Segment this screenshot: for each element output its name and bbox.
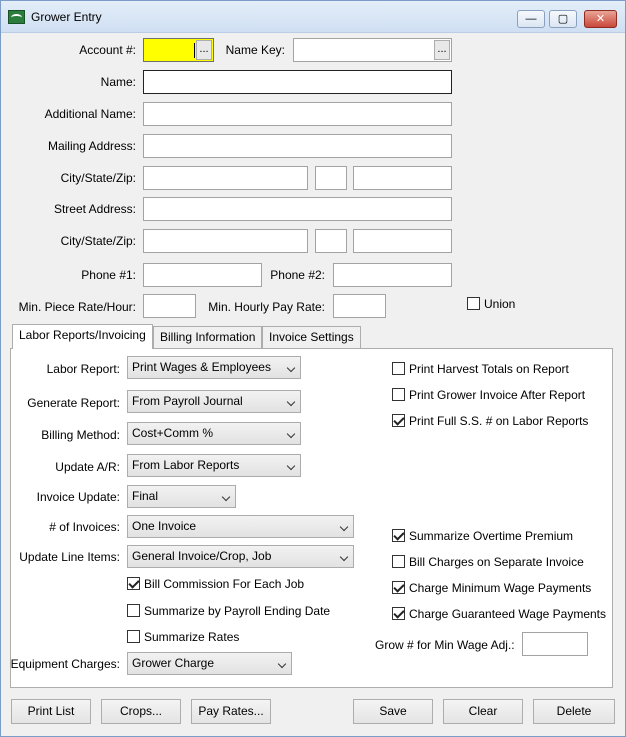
labor-report-value: Print Wages & Employees	[132, 360, 271, 374]
chevron-down-icon	[340, 553, 348, 561]
name-key-label: Name Key:	[225, 43, 285, 57]
phone1-input[interactable]	[143, 263, 262, 287]
summarize-payroll-label: Summarize by Payroll Ending Date	[144, 604, 331, 618]
street-address-label: Street Address:	[53, 202, 136, 216]
print-harvest-label: Print Harvest Totals on Report	[409, 362, 569, 376]
name-label: Name:	[100, 75, 136, 89]
tab-invoice-settings[interactable]: Invoice Settings	[262, 326, 361, 348]
bill-charges-separate-checkbox[interactable]	[392, 555, 584, 569]
street-address-input[interactable]	[143, 197, 452, 221]
chevron-down-icon	[287, 364, 295, 372]
summarize-overtime-checkbox-box[interactable]	[392, 529, 405, 542]
additional-name-label: Additional Name:	[44, 107, 136, 121]
union-label: Union	[484, 297, 516, 311]
print-grower-invoice-checkbox[interactable]	[392, 388, 585, 402]
charge-guaranteed-checkbox-box[interactable]	[392, 607, 405, 620]
tab-billing-information[interactable]: Billing Information	[153, 326, 262, 348]
maximize-button[interactable]: ▢	[549, 10, 577, 28]
charge-min-wage-label: Charge Minimum Wage Payments	[409, 581, 592, 595]
summarize-rates-checkbox[interactable]	[127, 630, 239, 644]
bill-charges-separate-label: Bill Charges on Separate Invoice	[409, 555, 584, 569]
summarize-payroll-checkbox-box[interactable]	[127, 604, 140, 617]
phone2-label: Phone #2:	[270, 268, 325, 282]
grow-min-wage-input[interactable]	[522, 632, 588, 656]
union-checkbox[interactable]	[467, 297, 515, 311]
title-bar[interactable]	[1, 1, 625, 33]
print-full-ss-checkbox[interactable]	[392, 414, 588, 428]
street-city-input[interactable]	[143, 229, 308, 253]
update-line-items-value: General Invoice/Crop, Job	[132, 549, 272, 563]
name-key-input[interactable]	[293, 38, 452, 62]
account-label: Account #:	[79, 43, 136, 57]
bill-commission-checkbox[interactable]	[127, 577, 304, 591]
chevron-down-icon	[278, 660, 286, 668]
min-hourly-input[interactable]	[333, 294, 386, 318]
additional-name-input[interactable]	[143, 102, 452, 126]
equipment-charges-select[interactable]	[127, 652, 292, 675]
window-title: Grower Entry	[31, 10, 102, 24]
union-checkbox-box[interactable]	[467, 297, 480, 310]
delete-button[interactable]: Delete	[533, 699, 615, 724]
chevron-down-icon	[287, 430, 295, 438]
account-input[interactable]	[143, 38, 214, 62]
invoice-update-label: Invoice Update:	[36, 490, 120, 504]
min-hourly-label: Min. Hourly Pay Rate:	[208, 300, 325, 314]
print-list-button[interactable]: Print List	[11, 699, 91, 724]
billing-method-select[interactable]	[127, 422, 301, 445]
summarize-rates-label: Summarize Rates	[144, 630, 240, 644]
name-key-lookup-button[interactable]: ...	[434, 40, 450, 60]
summarize-payroll-checkbox[interactable]	[127, 604, 330, 618]
tab-labor-reports[interactable]: Labor Reports/Invoicing	[12, 324, 153, 349]
charge-guaranteed-label: Charge Guaranteed Wage Payments	[409, 607, 606, 621]
mailing-zip-input[interactable]	[353, 166, 452, 190]
update-ar-value: From Labor Reports	[132, 458, 240, 472]
labor-report-select[interactable]	[127, 356, 301, 379]
print-full-ss-checkbox-box[interactable]	[392, 414, 405, 427]
summarize-overtime-checkbox[interactable]	[392, 529, 573, 543]
street-city-state-zip-label: City/State/Zip:	[60, 234, 136, 248]
update-ar-select[interactable]	[127, 454, 301, 477]
charge-guaranteed-checkbox[interactable]	[392, 607, 606, 621]
update-line-items-select[interactable]	[127, 545, 354, 568]
generate-report-value: From Payroll Journal	[132, 394, 243, 408]
mailing-address-input[interactable]	[143, 134, 452, 158]
min-piece-rate-label: Min. Piece Rate/Hour:	[18, 300, 136, 314]
billing-method-value: Cost+Comm %	[132, 426, 214, 440]
print-harvest-checkbox-box[interactable]	[392, 362, 405, 375]
print-grower-invoice-label: Print Grower Invoice After Report	[409, 388, 586, 402]
billing-method-label: Billing Method:	[41, 428, 120, 442]
print-harvest-checkbox[interactable]	[392, 362, 569, 376]
min-piece-rate-input[interactable]	[143, 294, 196, 318]
invoice-update-value: Final	[132, 489, 159, 503]
save-button[interactable]: Save	[353, 699, 433, 724]
num-invoices-label: # of Invoices:	[49, 520, 120, 534]
pay-rates-button[interactable]: Pay Rates...	[191, 699, 271, 724]
phone2-input[interactable]	[333, 263, 452, 287]
bill-charges-separate-checkbox-box[interactable]	[392, 555, 405, 568]
app-icon	[8, 10, 25, 24]
num-invoices-select[interactable]	[127, 515, 354, 538]
text-caret	[194, 43, 195, 58]
print-full-ss-label: Print Full S.S. # on Labor Reports	[409, 414, 589, 428]
chevron-down-icon	[287, 398, 295, 406]
num-invoices-value: One Invoice	[132, 519, 197, 533]
equipment-charges-label: Equipment Charges:	[10, 657, 120, 671]
update-ar-label: Update A/R:	[55, 460, 120, 474]
chevron-down-icon	[340, 523, 348, 531]
street-zip-input[interactable]	[353, 229, 452, 253]
name-input[interactable]	[143, 70, 452, 94]
crops-button[interactable]: Crops...	[101, 699, 181, 724]
equipment-charges-value: Grower Charge	[132, 656, 215, 670]
bill-commission-checkbox-box[interactable]	[127, 577, 140, 590]
labor-report-label: Labor Report:	[46, 362, 120, 376]
bill-commission-label: Bill Commission For Each Job	[144, 577, 305, 591]
account-lookup-button[interactable]: ...	[196, 40, 212, 60]
generate-report-select[interactable]	[127, 390, 301, 413]
chevron-down-icon	[222, 493, 230, 501]
close-button[interactable]: ✕	[584, 10, 617, 28]
charge-min-wage-checkbox[interactable]	[392, 581, 591, 595]
invoice-update-select[interactable]	[127, 485, 236, 508]
chevron-down-icon	[287, 462, 295, 470]
city-state-zip-label: City/State/Zip:	[60, 171, 136, 185]
minimize-button[interactable]: —	[517, 10, 545, 28]
grow-min-wage-label: Grow # for Min Wage Adj.:	[375, 638, 515, 652]
mailing-city-input[interactable]	[143, 166, 308, 190]
print-grower-invoice-checkbox-box[interactable]	[392, 388, 405, 401]
clear-button[interactable]: Clear	[443, 699, 523, 724]
update-line-items-label: Update Line Items:	[19, 550, 120, 564]
phone1-label: Phone #1:	[81, 268, 136, 282]
mailing-address-label: Mailing Address:	[47, 139, 136, 153]
summarize-overtime-label: Summarize Overtime Premium	[409, 529, 574, 543]
summarize-rates-checkbox-box[interactable]	[127, 630, 140, 643]
charge-min-wage-checkbox-box[interactable]	[392, 581, 405, 594]
street-state-input[interactable]	[315, 229, 347, 253]
mailing-state-input[interactable]	[315, 166, 347, 190]
generate-report-label: Generate Report:	[27, 396, 120, 410]
